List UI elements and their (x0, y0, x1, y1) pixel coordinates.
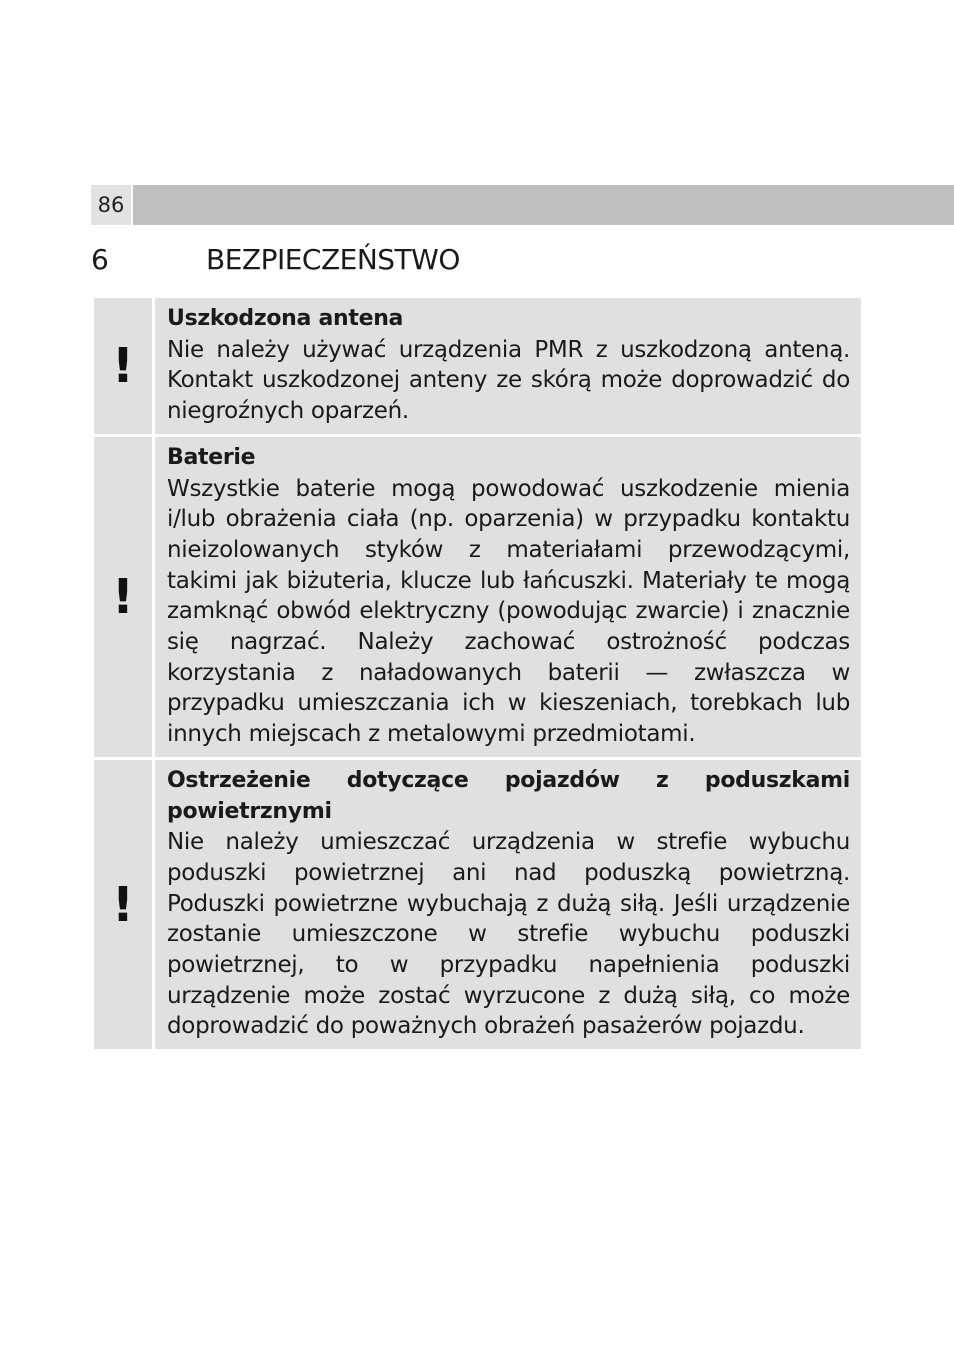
header-bar (133, 185, 954, 225)
warning-body: Nie należy umieszczać urządzenia w strefie wybuchu poduszki powietrznej ani nad poduszką powietrzną. Poduszki powietrzne wybuchają z dużą siłą. Jeśli urządzenie zostanie umieszczone w strefie wybuchu poduszki powietrznej, to w przypadku napełnienia poduszki urządzenie może zostać wyrzucone z dużą siłą, co może doprowadzić do poważnych obrażeń pasażerów pojazdu. (167, 829, 850, 1040)
page-header (91, 185, 954, 225)
warning-icon-cell (94, 760, 152, 1049)
warning-icon-cell (94, 437, 152, 757)
warning-body: Nie należy używać urządzenia PMR z uszkodzoną anteną. Kontakt uszkodzonej anteny ze skórą może doprowadzić do niegroźnych oparzeń. (167, 336, 850, 425)
warning-row-antenna (94, 298, 861, 434)
exclamation-icon: ! (112, 568, 134, 625)
warning-text-cell (155, 437, 861, 757)
warning-title: Baterie (167, 444, 256, 470)
warning-row-airbags (94, 760, 861, 1049)
warning-title: Uszkodzona antena (167, 306, 404, 331)
warning-text-cell (155, 760, 861, 1049)
section-number: 6 (91, 243, 109, 276)
section-heading (91, 240, 871, 280)
section-title: BEZPIECZEŃSTWO (206, 243, 460, 276)
warning-title: Ostrzeżenie dotyczące pojazdów z poduszkami powietrznymi (167, 767, 850, 824)
exclamation-icon: ! (112, 337, 134, 394)
exclamation-icon: ! (112, 876, 134, 933)
page-number: 86 (91, 185, 131, 225)
warning-body: Wszystkie baterie mogą powodować uszkodzenie mienia i/lub obrażenia ciała (np. oparzenia) w przypadku kontaktu nieizolowanych styków z materiałami przewodzącymi, takimi jak biżuteria, klucze lub łańcuszki. Materiały te mogą zamknąć obwód elektryczny (powodując zwarcie) i znacznie się nagrzać. Należy zachować ostrożność podczas korzystania z naładowanych baterii — zwłaszcza w przypadku umieszczania ich w kieszeniach, torebkach lub innych miejscach z metalowymi przedmiotami. (167, 475, 850, 748)
warning-table (94, 298, 861, 1052)
warning-icon-cell (94, 298, 152, 434)
warning-text-cell (155, 298, 861, 434)
warning-row-batteries (94, 437, 861, 757)
